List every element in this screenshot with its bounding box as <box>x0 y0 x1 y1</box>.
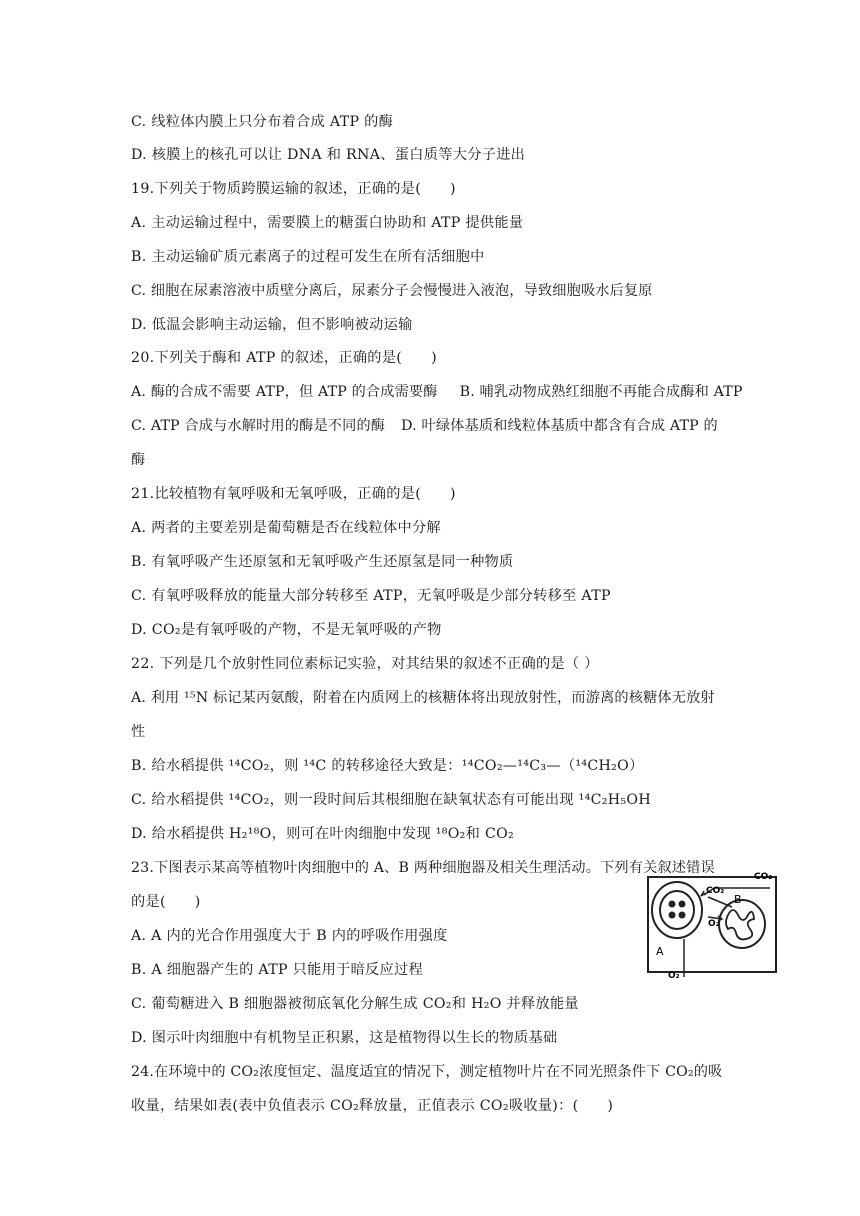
q20-option-b: B. 哺乳动物成熟红细胞不再能合成酶和 ATP <box>459 384 743 400</box>
q22-option-a: A. 利用 ¹⁵N 标记某丙氨酸，附着在内质网上的核糖体将出现放射性，而游离的核糖体无放射 <box>131 690 715 706</box>
q24-stem: 24.在环境中的 CO₂浓度恒定、温度适宜的情况下，测定植物叶片在不同光照条件下 CO₂的吸 <box>131 1064 723 1080</box>
mitochondrion-icon <box>719 900 765 948</box>
diagram-arrows <box>684 888 770 977</box>
q23-stem: 23.下图表示某高等植物叶肉细胞中的 A、B 两种细胞器及相关生理活动。下列有关叙述错误 <box>131 860 715 876</box>
q19-option-c: C. 细胞在尿素溶液中质壁分离后，尿素分子会慢慢进入液泡，导致细胞吸水后复原 <box>131 283 653 299</box>
label-a: A <box>656 945 664 958</box>
q24-stem-cont: 收量，结果如表(表中负值表示 CO₂释放量，正值表示 CO₂吸收量)：( ) <box>131 1098 614 1114</box>
label-b: B <box>734 893 742 906</box>
q20-options-ab <box>131 382 743 402</box>
q22-option-a-cont: 性 <box>131 724 146 740</box>
q23-stem-cont: 的是( ) <box>131 894 201 910</box>
q21-option-d: D. CO₂是有氧呼吸的产物，不是无氧呼吸的产物 <box>131 622 442 638</box>
organelle-diagram <box>644 855 784 980</box>
q20-option-c: C. ATP 合成与水解时用的酶是不同的酶 <box>131 418 386 434</box>
q23-option-c: C. 葡萄糖进入 B 细胞器被彻底氧化分解生成 CO₂和 H₂O 并释放能量 <box>131 996 579 1012</box>
q20-option-a: A. 酶的合成不需要 ATP，但 ATP 的合成需要酶 <box>131 384 438 400</box>
q18-option-c: C. 线粒体内膜上只分布着合成 ATP 的酶 <box>131 114 394 130</box>
q23-option-a: A. A 内的光合作用强度大于 B 内的呼吸作用强度 <box>131 928 448 944</box>
q23-option-b: B. A 细胞器产生的 ATP 只能用于暗反应过程 <box>131 962 424 978</box>
q19-option-a: A. 主动运输过程中，需要膜上的糖蛋白协助和 ATP 提供能量 <box>131 215 524 231</box>
q21-option-a: A. 两者的主要差别是葡萄糖是否在线粒体中分解 <box>131 520 441 536</box>
co2-label-outer: CO₂ <box>754 872 773 882</box>
chloroplast-icon <box>652 882 702 938</box>
q21-stem: 21.比较植物有氧呼吸和无氧呼吸，正确的是( ) <box>131 486 456 502</box>
co2-label-inner: CO₂ <box>706 886 725 896</box>
q18-option-d: D. 核膜上的核孔可以让 DNA 和 RNA、蛋白质等大分子进出 <box>131 147 526 163</box>
q20-stem: 20.下列关于酶和 ATP 的叙述，正确的是( ) <box>131 350 437 366</box>
o2-label-inner: O₂ <box>708 919 720 929</box>
q20-option-d-cont: 酶 <box>131 452 146 468</box>
q22-option-b: B. 给水稻提供 ¹⁴CO₂，则 ¹⁴C 的转移途径大致是：¹⁴CO₂—¹⁴C₃—（¹⁴CH₂O） <box>131 758 644 774</box>
q22-stem: 22. 下列是几个放射性同位素标记实验，对其结果的叙述不正确的是（ ） <box>131 656 599 672</box>
q23-option-d: D. 图示叶肉细胞中有机物呈正积累，这是植物得以生长的物质基础 <box>131 1030 558 1046</box>
q20-option-d: D. 叶绿体基质和线粒体基质中都含有合成 ATP 的 <box>401 418 718 434</box>
q22-option-c: C. 给水稻提供 ¹⁴CO₂，则一段时间后其根细胞在缺氧状态有可能出现 ¹⁴C₂H₅OH <box>131 792 651 808</box>
q20-options-cd <box>131 416 718 436</box>
q21-option-c: C. 有氧呼吸释放的能量大部分转移至 ATP，无氧呼吸是少部分转移至 ATP <box>131 588 611 604</box>
o2-label-outer: O₂ <box>668 971 680 980</box>
q19-option-d: D. 低温会影响主动运输，但不影响被动运输 <box>131 317 413 333</box>
q19-option-b: B. 主动运输矿质元素离子的过程可发生在所有活细胞中 <box>131 249 485 265</box>
q21-option-b: B. 有氧呼吸产生还原氢和无氧呼吸产生还原氢是同一种物质 <box>131 554 514 570</box>
q22-option-d: D. 给水稻提供 H₂¹⁸O，则可在叶肉细胞中发现 ¹⁸O₂和 CO₂ <box>131 826 515 842</box>
q19-stem: 19.下列关于物质跨膜运输的叙述，正确的是( ) <box>131 181 456 197</box>
